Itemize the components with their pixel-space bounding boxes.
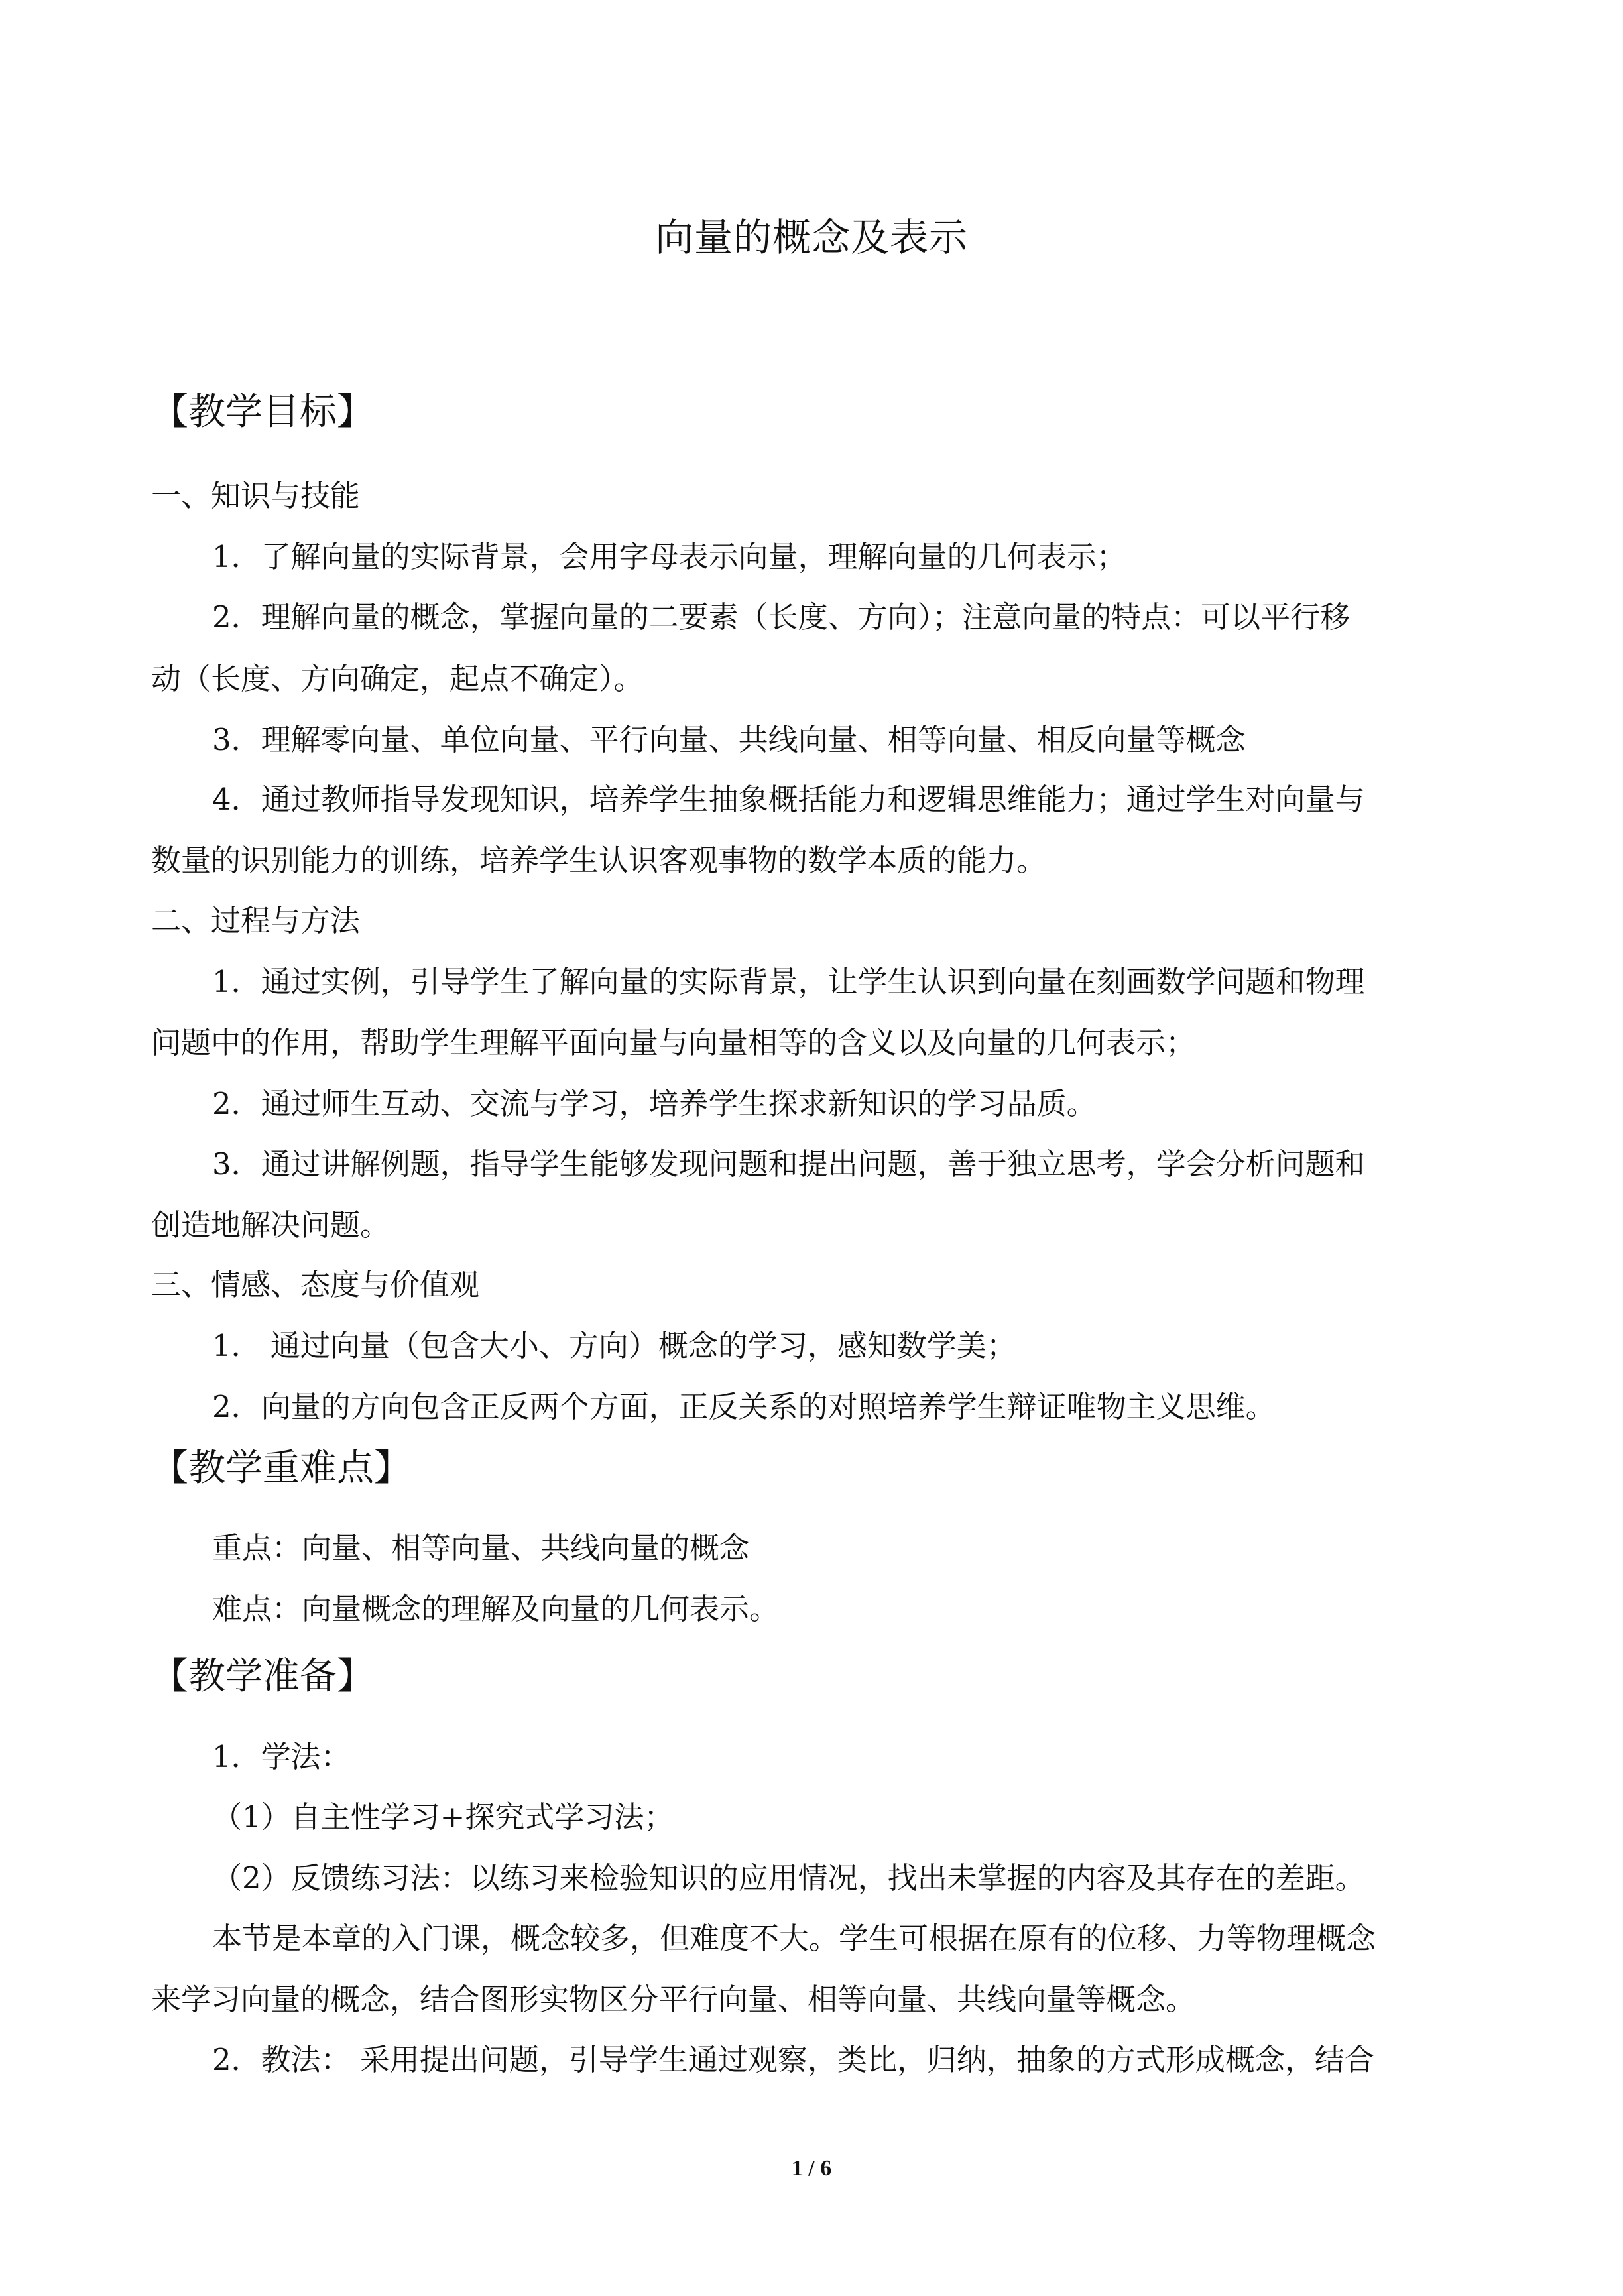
process-item-3-line-2: 创造地解决问题。 — [151, 1207, 391, 1242]
process-item-2: 2．通过师生互动、交流与学习，培养学生探求新知识的学习品质。 — [212, 1086, 1097, 1121]
emotion-item-1: 1． 通过向量（包含大小、方向）概念的学习，感知数学美； — [212, 1328, 1016, 1363]
key-point-difficulty: 难点：向量概念的理解及向量的几何表示。 — [212, 1591, 780, 1626]
subheading-process: 二、过程与方法 — [151, 903, 361, 938]
document-title: 向量的概念及表示 — [654, 215, 968, 260]
knowledge-item-2-line-1: 2．理解向量的概念，掌握向量的二要素（长度、方向）；注意向量的特点：可以平行移 — [212, 599, 1351, 634]
section-heading-key-points: 【教学重难点】 — [151, 1447, 411, 1490]
page-number: 1 / 6 — [791, 2156, 832, 2181]
prep-study-method: 1．学法： — [212, 1739, 351, 1774]
knowledge-item-4-line-2: 数量的识别能力的训练，培养学生认识客观事物的数学本质的能力。 — [151, 843, 1047, 878]
process-item-1-line-1: 1．通过实例，引导学生了解向量的实际背景，让学生认识到向量在刻画数学问题和物理 — [212, 964, 1365, 999]
prep-teaching-method: 2．教法： 采用提出问题，引导学生通过观察，类比，归纳，抽象的方式形成概念，结合 — [212, 2042, 1374, 2077]
process-item-3-line-1: 3．通过讲解例题，指导学生能够发现问题和提出问题，善于独立思考，学会分析问题和 — [212, 1146, 1365, 1181]
subheading-knowledge: 一、知识与技能 — [151, 478, 361, 513]
section-heading-objectives: 【教学目标】 — [151, 391, 374, 434]
key-point-focus: 重点：向量、相等向量、共线向量的概念 — [212, 1530, 750, 1565]
knowledge-item-4-line-1: 4．通过教师指导发现知识，培养学生抽象概括能力和逻辑思维能力；通过学生对向量与 — [212, 782, 1365, 817]
knowledge-item-2-line-2: 动（长度、方向确定，起点不确定）。 — [151, 661, 644, 696]
prep-method-2: （2）反馈练习法：以练习来检验知识的应用情况，找出未掌握的内容及其存在的差距。 — [212, 1860, 1365, 1896]
prep-paragraph-line-2: 来学习向量的概念，结合图形实物区分平行向量、相等向量、共线向量等概念。 — [151, 1982, 1196, 2017]
subheading-emotion: 三、情感、态度与价值观 — [151, 1267, 480, 1302]
section-heading-preparation: 【教学准备】 — [151, 1655, 374, 1698]
emotion-item-2: 2．向量的方向包含正反两个方面，正反关系的对照培养学生辩证唯物主义思维。 — [212, 1389, 1276, 1424]
prep-method-1: （1）自主性学习+探究式学习法； — [212, 1799, 674, 1835]
prep-paragraph-line-1: 本节是本章的入门课，概念较多，但难度不大。学生可根据在原有的位移、力等物理概念 — [212, 1921, 1376, 1956]
process-item-1-line-2: 问题中的作用，帮助学生理解平面向量与向量相等的含义以及向量的几何表示； — [151, 1025, 1196, 1060]
knowledge-item-3: 3．理解零向量、单位向量、平行向量、共线向量、相等向量、相反向量等概念 — [212, 722, 1246, 757]
knowledge-item-1: 1．了解向量的实际背景，会用字母表示向量，理解向量的几何表示； — [212, 539, 1126, 574]
